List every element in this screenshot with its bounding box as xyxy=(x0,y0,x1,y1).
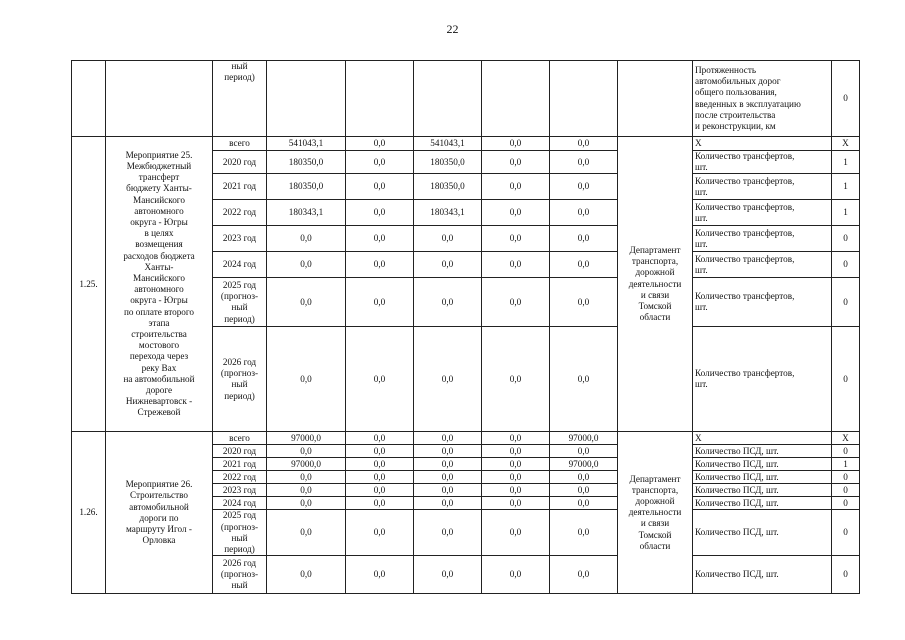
other-cell: 0,0 xyxy=(550,278,618,327)
num-cell xyxy=(72,61,106,137)
other-cell: 0,0 xyxy=(550,445,618,458)
indicator-value-cell: 0 xyxy=(832,497,860,510)
total-cell xyxy=(267,61,346,137)
indicator-cell: Количество ПСД, шт. xyxy=(693,510,832,556)
indicator-cell: Количество трансфертов, шт. xyxy=(693,278,832,327)
indicator-value-cell: 1 xyxy=(832,458,860,471)
federal-cell: 0,0 xyxy=(346,471,414,484)
table-row xyxy=(72,61,860,137)
federal-cell: 0,0 xyxy=(346,458,414,471)
period-cell: 2022 год xyxy=(213,471,267,484)
other-cell: 97000,0 xyxy=(550,432,618,445)
other-cell: 0,0 xyxy=(550,510,618,556)
federal-cell: 0,0 xyxy=(346,151,414,174)
item-number-cell: 1.26. xyxy=(72,432,106,594)
indicator-value-cell: 1 xyxy=(832,200,860,226)
other-cell: 0,0 xyxy=(550,252,618,278)
indicator-value-cell: 1 xyxy=(832,151,860,174)
okrug-cell: 0,0 xyxy=(414,471,482,484)
local-cell: 0,0 xyxy=(482,252,550,278)
page-number: 22 xyxy=(446,22,459,36)
other-cell: 0,0 xyxy=(550,174,618,200)
okrug-cell: 541043,1 xyxy=(414,137,482,151)
period-cell: ный период) xyxy=(213,61,267,137)
total-cell: 180350,0 xyxy=(267,174,346,200)
federal-cell: 0,0 xyxy=(346,445,414,458)
executor-cell xyxy=(618,61,693,137)
local-cell: 0,0 xyxy=(482,497,550,510)
period-cell: 2026 год (прогноз- ный период) xyxy=(213,327,267,432)
federal-cell: 0,0 xyxy=(346,252,414,278)
total-cell: 180343,1 xyxy=(267,200,346,226)
okrug-cell: 180350,0 xyxy=(414,174,482,200)
local-cell: 0,0 xyxy=(482,510,550,556)
indicator-value-cell: 0 xyxy=(832,556,860,594)
indicator-value-cell: 0 xyxy=(832,252,860,278)
indicator-cell: Количество трансфертов, шт. xyxy=(693,226,832,252)
federal-cell: 0,0 xyxy=(346,510,414,556)
total-cell: 180350,0 xyxy=(267,151,346,174)
okrug-cell xyxy=(414,61,482,137)
other-cell: 0,0 xyxy=(550,556,618,594)
local-cell: 0,0 xyxy=(482,484,550,497)
indicator-cell: Количество ПСД, шт. xyxy=(693,497,832,510)
indicator-value-cell: 1 xyxy=(832,174,860,200)
federal-cell: 0,0 xyxy=(346,278,414,327)
okrug-cell: 0,0 xyxy=(414,252,482,278)
local-cell: 0,0 xyxy=(482,445,550,458)
period-cell: 2022 год xyxy=(213,200,267,226)
indicator-cell: Количество ПСД, шт. xyxy=(693,471,832,484)
indicator-cell: Количество трансфертов, шт. xyxy=(693,174,832,200)
table-row xyxy=(72,432,860,445)
indicator-cell: Протяженность автомобильных дорог общего пользования, введенных в эксплуатацию после строительства и реконструкции, км xyxy=(693,61,832,137)
federal-cell xyxy=(346,61,414,137)
federal-cell: 0,0 xyxy=(346,556,414,594)
okrug-cell: 0,0 xyxy=(414,278,482,327)
okrug-cell: 0,0 xyxy=(414,556,482,594)
period-cell: 2023 год xyxy=(213,484,267,497)
total-cell: 0,0 xyxy=(267,252,346,278)
total-cell: 0,0 xyxy=(267,226,346,252)
federal-cell: 0,0 xyxy=(346,327,414,432)
other-cell: 0,0 xyxy=(550,327,618,432)
indicator-value-cell: 0 xyxy=(832,471,860,484)
total-cell: 0,0 xyxy=(267,510,346,556)
okrug-cell: 0,0 xyxy=(414,458,482,471)
period-cell: 2023 год xyxy=(213,226,267,252)
total-cell: 0,0 xyxy=(267,471,346,484)
indicator-value-cell: 0 xyxy=(832,278,860,327)
local-cell xyxy=(482,61,550,137)
other-cell: 0,0 xyxy=(550,484,618,497)
other-cell: 0,0 xyxy=(550,497,618,510)
period-cell: 2024 год xyxy=(213,252,267,278)
period-cell: 2025 год (прогноз- ный период) xyxy=(213,278,267,327)
period-cell: всего xyxy=(213,137,267,151)
total-cell: 0,0 xyxy=(267,484,346,497)
total-cell: 0,0 xyxy=(267,327,346,432)
federal-cell: 0,0 xyxy=(346,497,414,510)
okrug-cell: 180350,0 xyxy=(414,151,482,174)
period-cell: всего xyxy=(213,432,267,445)
indicator-cell: Количество ПСД, шт. xyxy=(693,484,832,497)
other-cell: 97000,0 xyxy=(550,458,618,471)
local-cell: 0,0 xyxy=(482,174,550,200)
indicator-value-cell: 0 xyxy=(832,226,860,252)
okrug-cell: 0,0 xyxy=(414,510,482,556)
indicator-cell: Количество трансфертов, шт. xyxy=(693,151,832,174)
indicator-value-cell: 0 xyxy=(832,484,860,497)
indicator-value-cell: 0 xyxy=(832,327,860,432)
local-cell: 0,0 xyxy=(482,226,550,252)
period-cell: 2021 год xyxy=(213,174,267,200)
other-cell: 0,0 xyxy=(550,200,618,226)
okrug-cell: 0,0 xyxy=(414,445,482,458)
indicator-value-cell: Х xyxy=(832,432,860,445)
item-number-cell: 1.25. xyxy=(72,137,106,432)
other-cell: 0,0 xyxy=(550,137,618,151)
indicator-cell: Количество ПСД, шт. xyxy=(693,445,832,458)
federal-cell: 0,0 xyxy=(346,200,414,226)
total-cell: 97000,0 xyxy=(267,432,346,445)
okrug-cell: 0,0 xyxy=(414,327,482,432)
local-cell: 0,0 xyxy=(482,432,550,445)
indicator-value-cell: Х xyxy=(832,137,860,151)
local-cell: 0,0 xyxy=(482,137,550,151)
indicator-value-cell: 0 xyxy=(832,61,860,137)
name-cell xyxy=(106,61,213,137)
local-cell: 0,0 xyxy=(482,151,550,174)
indicator-cell: Количество ПСД, шт. xyxy=(693,458,832,471)
other-cell: 0,0 xyxy=(550,151,618,174)
federal-cell: 0,0 xyxy=(346,226,414,252)
federal-cell: 0,0 xyxy=(346,137,414,151)
local-cell: 0,0 xyxy=(482,556,550,594)
indicator-cell: Количество трансфертов, шт. xyxy=(693,252,832,278)
indicator-cell: Х xyxy=(693,432,832,445)
indicator-value-cell: 0 xyxy=(832,510,860,556)
federal-cell: 0,0 xyxy=(346,432,414,445)
local-cell: 0,0 xyxy=(482,471,550,484)
other-cell: 0,0 xyxy=(550,226,618,252)
period-cell: 2020 год xyxy=(213,445,267,458)
federal-cell: 0,0 xyxy=(346,484,414,497)
total-cell: 541043,1 xyxy=(267,137,346,151)
local-cell: 0,0 xyxy=(482,458,550,471)
total-cell: 97000,0 xyxy=(267,458,346,471)
period-cell: 2025 год (прогноз- ный период) xyxy=(213,510,267,556)
other-cell: 0,0 xyxy=(550,471,618,484)
period-cell: 2024 год xyxy=(213,497,267,510)
indicator-cell: Количество трансфертов, шт. xyxy=(693,200,832,226)
indicator-cell: Количество ПСД, шт. xyxy=(693,556,832,594)
period-cell: 2021 год xyxy=(213,458,267,471)
local-cell: 0,0 xyxy=(482,278,550,327)
period-cell: 2020 год xyxy=(213,151,267,174)
table-row xyxy=(72,137,860,151)
other-cell xyxy=(550,61,618,137)
total-cell: 0,0 xyxy=(267,278,346,327)
program-table xyxy=(71,60,860,594)
total-cell: 0,0 xyxy=(267,445,346,458)
item-name-cell: Мероприятие 26. Строительство автомобильной дороги по маршруту Игол - Орловка xyxy=(106,432,213,594)
federal-cell: 0,0 xyxy=(346,174,414,200)
indicator-cell: Х xyxy=(693,137,832,151)
executor-cell: Департамент транспорта, дорожной деятельности и связи Томской области xyxy=(618,137,693,432)
executor-cell: Департамент транспорта, дорожной деятельности и связи Томской области xyxy=(618,432,693,594)
okrug-cell: 0,0 xyxy=(414,497,482,510)
okrug-cell: 0,0 xyxy=(414,226,482,252)
item-name-cell: Мероприятие 25. Межбюджетный трансферт бюджету Ханты- Мансийского автономного округа - Югры в целях возмещения расходов бюджета Ханты- Мансийского автономного округа - Югры по оплате второго этапа строительства мостового перехода через реку Вах на автомобильной дороге Нижневартовск - Стрежевой xyxy=(106,137,213,432)
indicator-value-cell: 0 xyxy=(832,445,860,458)
local-cell: 0,0 xyxy=(482,327,550,432)
period-cell: 2026 год (прогноз- ный xyxy=(213,556,267,594)
okrug-cell: 0,0 xyxy=(414,484,482,497)
total-cell: 0,0 xyxy=(267,556,346,594)
local-cell: 0,0 xyxy=(482,200,550,226)
okrug-cell: 180343,1 xyxy=(414,200,482,226)
okrug-cell: 0,0 xyxy=(414,432,482,445)
indicator-cell: Количество трансфертов, шт. xyxy=(693,327,832,432)
total-cell: 0,0 xyxy=(267,497,346,510)
